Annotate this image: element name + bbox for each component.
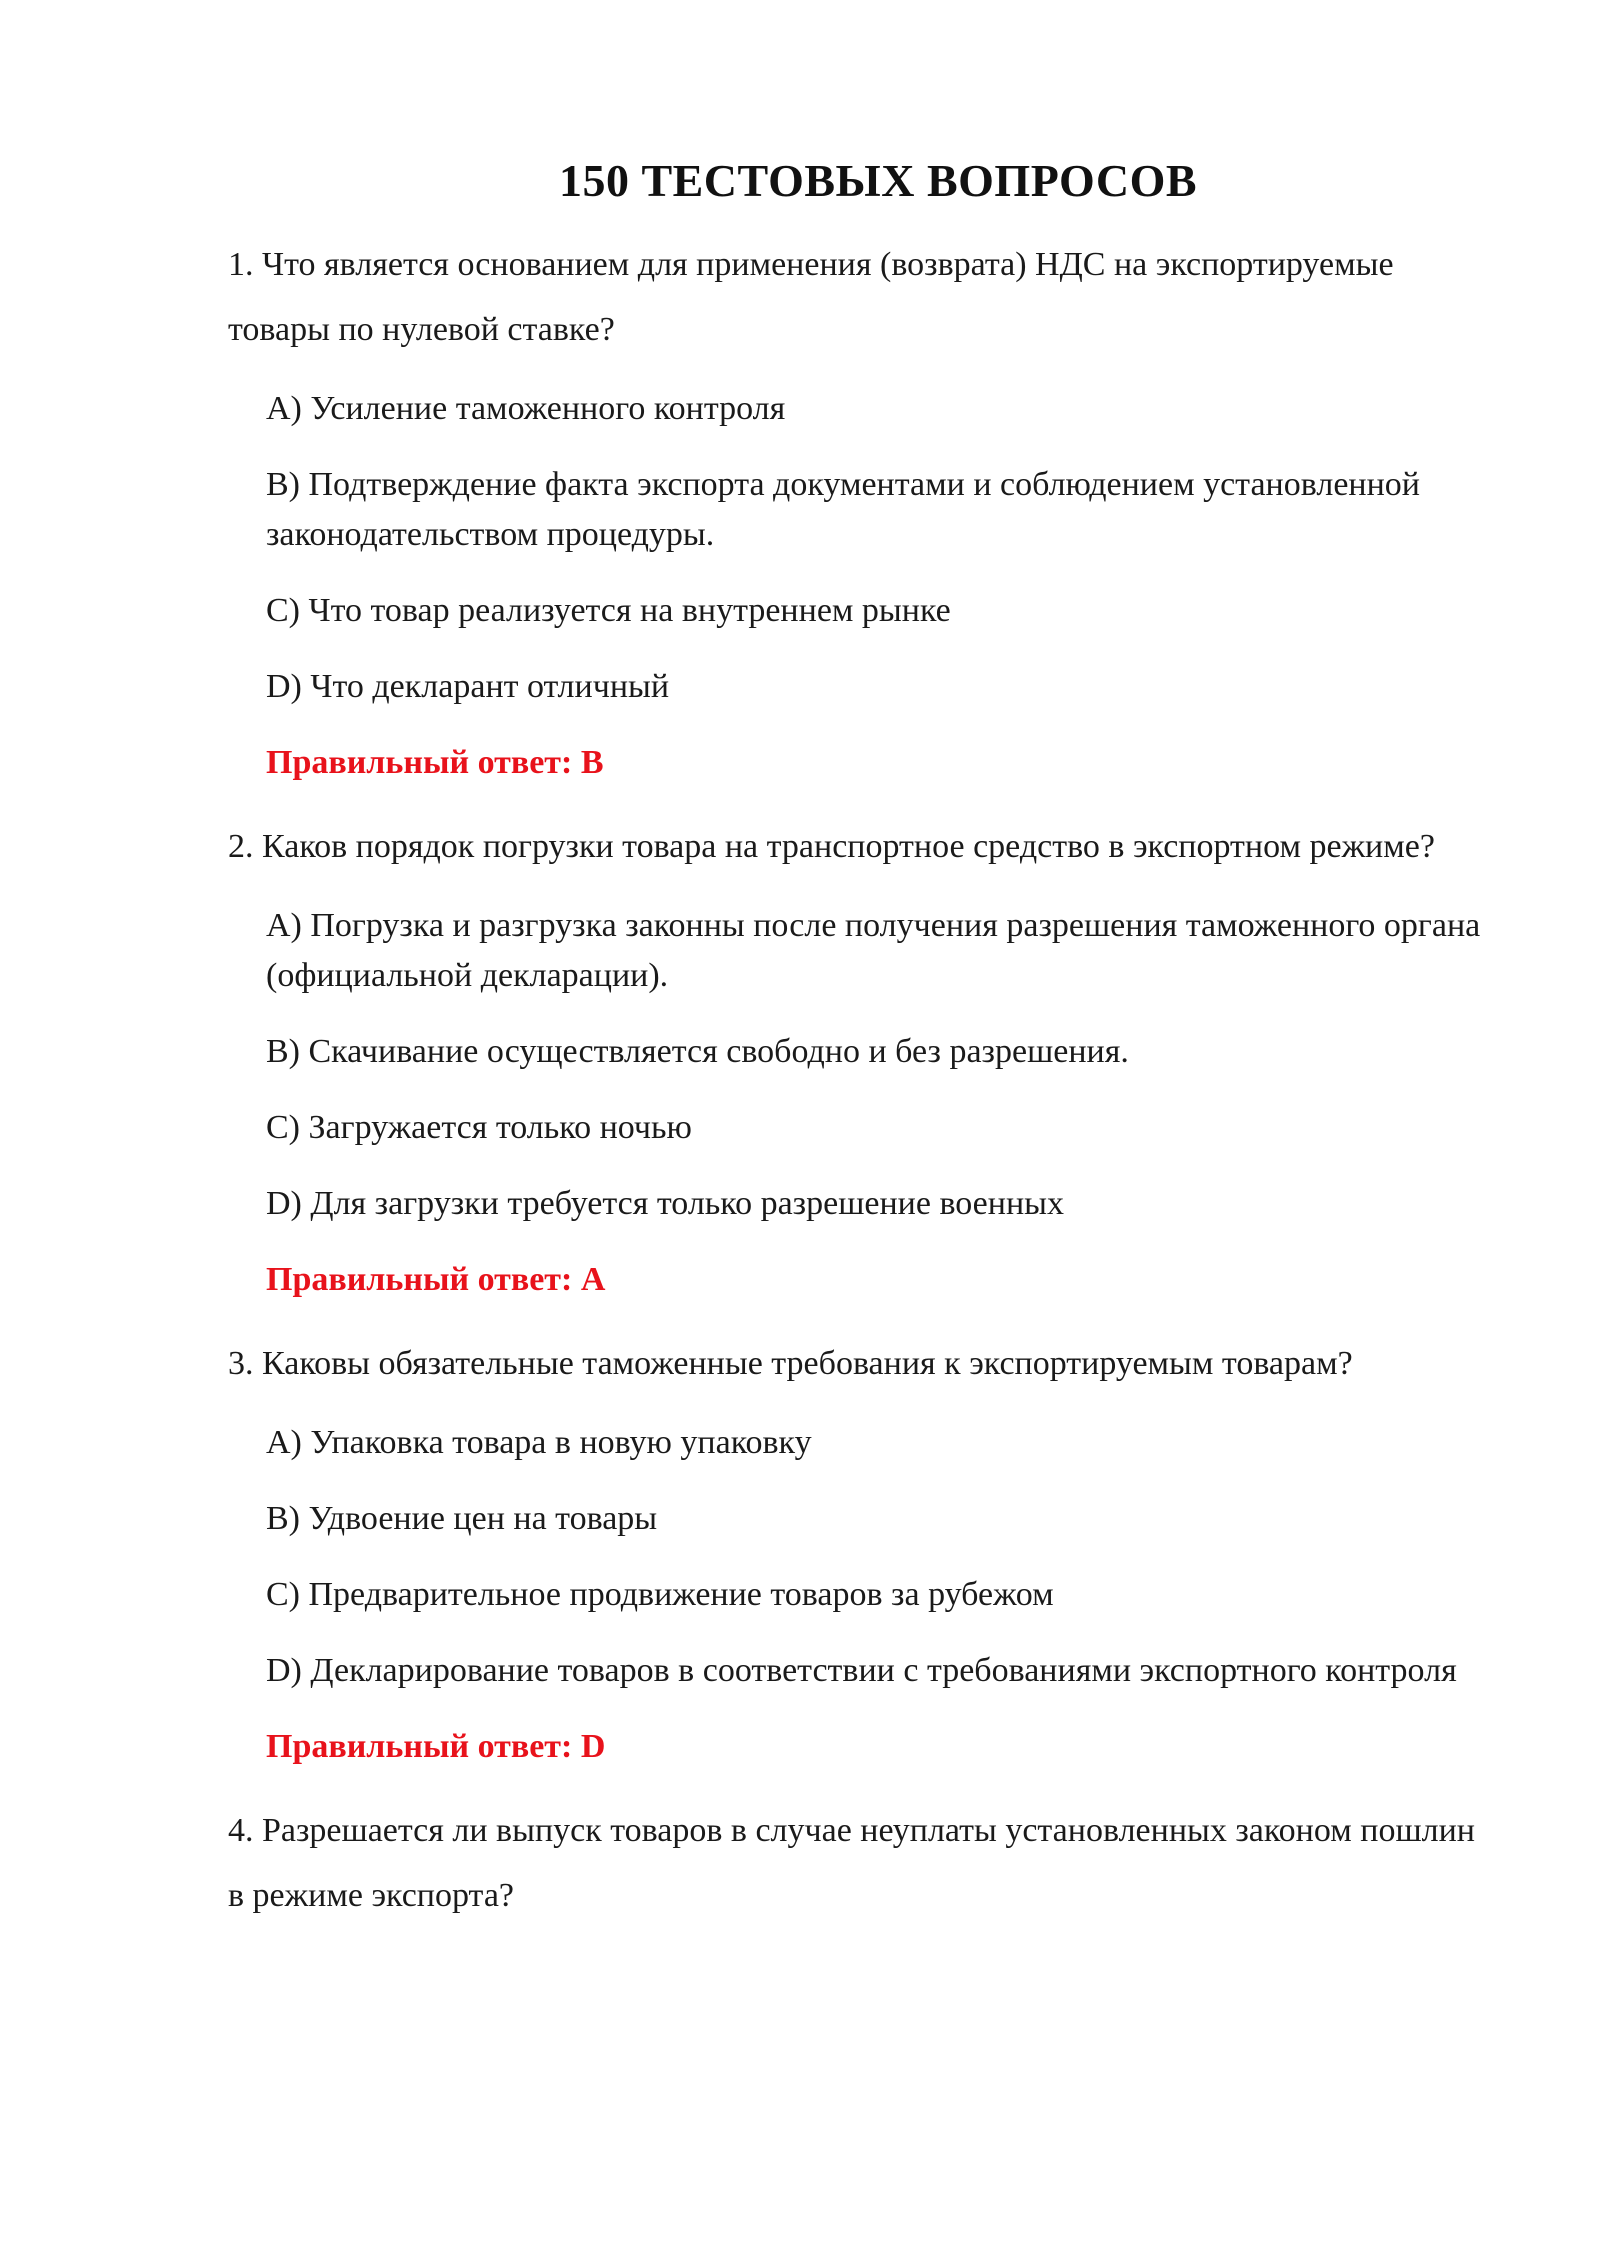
document-title: 150 ТЕСТОВЫХ ВОПРОСОВ xyxy=(558,155,1198,206)
option-a: A) Усиление таможенного контроля xyxy=(266,390,786,427)
option-d: D) Для загрузки требуется только разрешение военных xyxy=(266,1185,1065,1222)
option-b: B) Удвоение цен на товары xyxy=(266,1500,658,1537)
options-list xyxy=(266,901,1488,1229)
option-b: B) Подтверждение факта экспорта документами и соблюдением установленной законодательством процедуры. xyxy=(266,466,1420,553)
option-d: D) Декларирование товаров в соответствии с требованиями экспортного контроля xyxy=(266,1652,1457,1689)
option-a: A) Упаковка товара в новую упаковку xyxy=(266,1424,812,1461)
question-4 xyxy=(228,1798,1488,1928)
correct-answer: Правильный ответ: D xyxy=(266,1728,606,1765)
correct-answer: Правильный ответ: A xyxy=(266,1261,606,1298)
option-c: C) Что товар реализуется на внутреннем рынке xyxy=(266,592,951,629)
question-text: 2. Каков порядок погрузки товара на транспортное средство в экспортном режиме? xyxy=(228,828,1435,865)
question-3 xyxy=(228,1331,1488,1772)
question-2 xyxy=(228,814,1488,1305)
option-d: D) Что декларант отличный xyxy=(266,668,670,705)
option-a: A) Погрузка и разгрузка законны после получения разрешения таможенного органа (официальной декларации). xyxy=(266,907,1481,994)
option-c: C) Загружается только ночью xyxy=(266,1109,692,1146)
options-list xyxy=(266,1418,1488,1696)
document-page xyxy=(228,150,1488,1950)
question-1 xyxy=(228,232,1488,788)
question-text: 3. Каковы обязательные таможенные требования к экспортируемым товарам? xyxy=(228,1345,1353,1382)
question-text: 1. Что является основанием для применения (возврата) НДС на экспортируемые товары по нулевой ставке? xyxy=(228,246,1394,348)
options-list xyxy=(266,384,1488,712)
correct-answer: Правильный ответ: B xyxy=(266,744,604,781)
question-text: 4. Разрешается ли выпуск товаров в случае неуплаты установленных законом пошлин в режиме экспорта? xyxy=(228,1812,1475,1914)
option-c: C) Предварительное продвижение товаров за рубежом xyxy=(266,1576,1054,1613)
option-b: B) Скачивание осуществляется свободно и без разрешения. xyxy=(266,1033,1129,1070)
